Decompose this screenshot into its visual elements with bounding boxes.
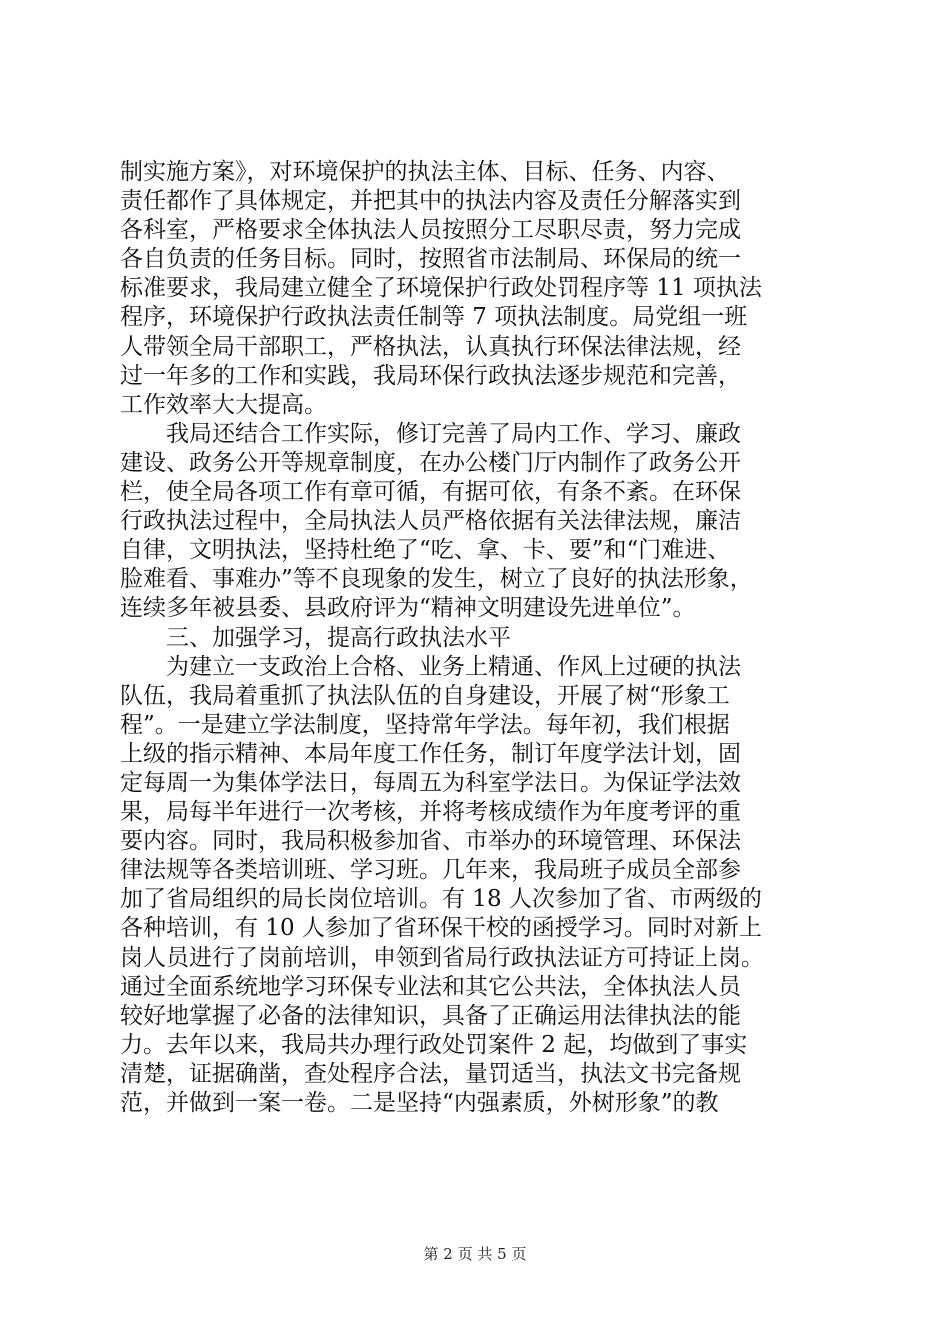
text-line: 过一年多的工作和实践，我局环保行政执法逐步规范和完善，	[120, 362, 741, 389]
text-line: 岗人员进行了岗前培训，申领到省局行政执法证方可持证上岗。	[120, 944, 764, 971]
text-line: 通过全面系统地学习环保专业法和其它公共法，全体执法人员	[120, 973, 741, 1000]
text-line: 要内容。同时，我局积极参加省、市举办的环境管理、环保法	[120, 828, 741, 855]
text-line: 责任都作了具体规定，并把其中的执法内容及责任分解落实到	[120, 188, 741, 215]
text-line: 较好地掌握了必备的法律知识，具备了正确运用法律执法的能	[120, 1002, 741, 1029]
text-line: 标准要求，我局建立健全了环境保护行政处罚程序等 11 项执法	[120, 275, 762, 302]
text-line: 栏，使全局各项工作有章可循，有据可依，有条不紊。在环保	[120, 479, 741, 506]
text-line: 自律，文明执法，坚持杜绝了“吃、拿、卡、要”和“门难进、	[120, 537, 731, 564]
text-line: 行政执法过程中，全局执法人员严格依据有关法律法规，廉洁	[120, 508, 741, 535]
text-line: 人带领全局干部职工，严格执法，认真执行环保法律法规，经	[120, 333, 741, 360]
text-line: 三、加强学习，提高行政执法水平	[166, 624, 511, 651]
text-line: 律法规等各类培训班、学习班。几年来，我局班子成员全部参	[120, 857, 741, 884]
text-line: 各科室，严格要求全体执法人员按照分工尽职尽责，努力完成	[120, 217, 741, 244]
text-line: 范，并做到一案一卷。二是坚持“内强素质，外树形象”的教	[120, 1090, 719, 1116]
text-line: 连续多年被县委、县政府评为“精神文明建设先进单位”。	[120, 595, 696, 622]
text-line: 为建立一支政治上合格、业务上精通、作风上过硬的执法	[166, 653, 741, 680]
text-line: 脸难看、事难办”等不良现象的发生，树立了良好的执法形象，	[120, 566, 753, 593]
text-line: 上级的指示精神、本局年度工作任务，制订年度学法计划，固	[120, 740, 741, 767]
text-line: 程序，环境保护行政执法责任制等 7 项执法制度。局党组一班	[120, 304, 748, 331]
text-line: 制实施方案》，对环境保护的执法主体、目标、任务、内容、	[120, 159, 730, 185]
text-line: 我局还结合工作实际，修订完善了局内工作、学习、廉政	[166, 420, 741, 447]
text-line: 建设、政务公开等规章制度，在办公楼门厅内制作了政务公开	[120, 449, 741, 476]
text-line: 工作效率大大提高。	[120, 391, 327, 418]
text-line: 加了省局组织的局长岗位培训。有 18 人次参加了省、市两级的	[120, 886, 762, 913]
text-line: 各种培训，有 10 人参加了省环保干校的函授学习。同时对新上	[120, 915, 762, 942]
text-line: 清楚，证据确凿，查处程序合法，量罚适当，执法文书完备规	[120, 1060, 741, 1087]
text-line: 力。去年以来，我局共办理行政处罚案件 2 起，均做到了事实	[120, 1031, 748, 1058]
text-line: 定每周一为集体学法日，每周五为科室学法日。为保证学法效	[120, 769, 741, 796]
body-text	[120, 158, 840, 1118]
text-line: 队伍，我局着重抓了执法队伍的自身建设，开展了树“形象工	[120, 682, 730, 709]
text-line: 程”。一是建立学法制度，坚持常年学法。每年初，我们根据	[120, 711, 730, 738]
text-line: 果，局每半年进行一次考核，并将考核成绩作为年度考评的重	[120, 799, 741, 826]
page-footer: 第 2 页 共 5 页	[423, 1245, 527, 1263]
text-line: 各自负责的任务目标。同时，按照省市法制局、环保局的统一	[120, 246, 741, 273]
